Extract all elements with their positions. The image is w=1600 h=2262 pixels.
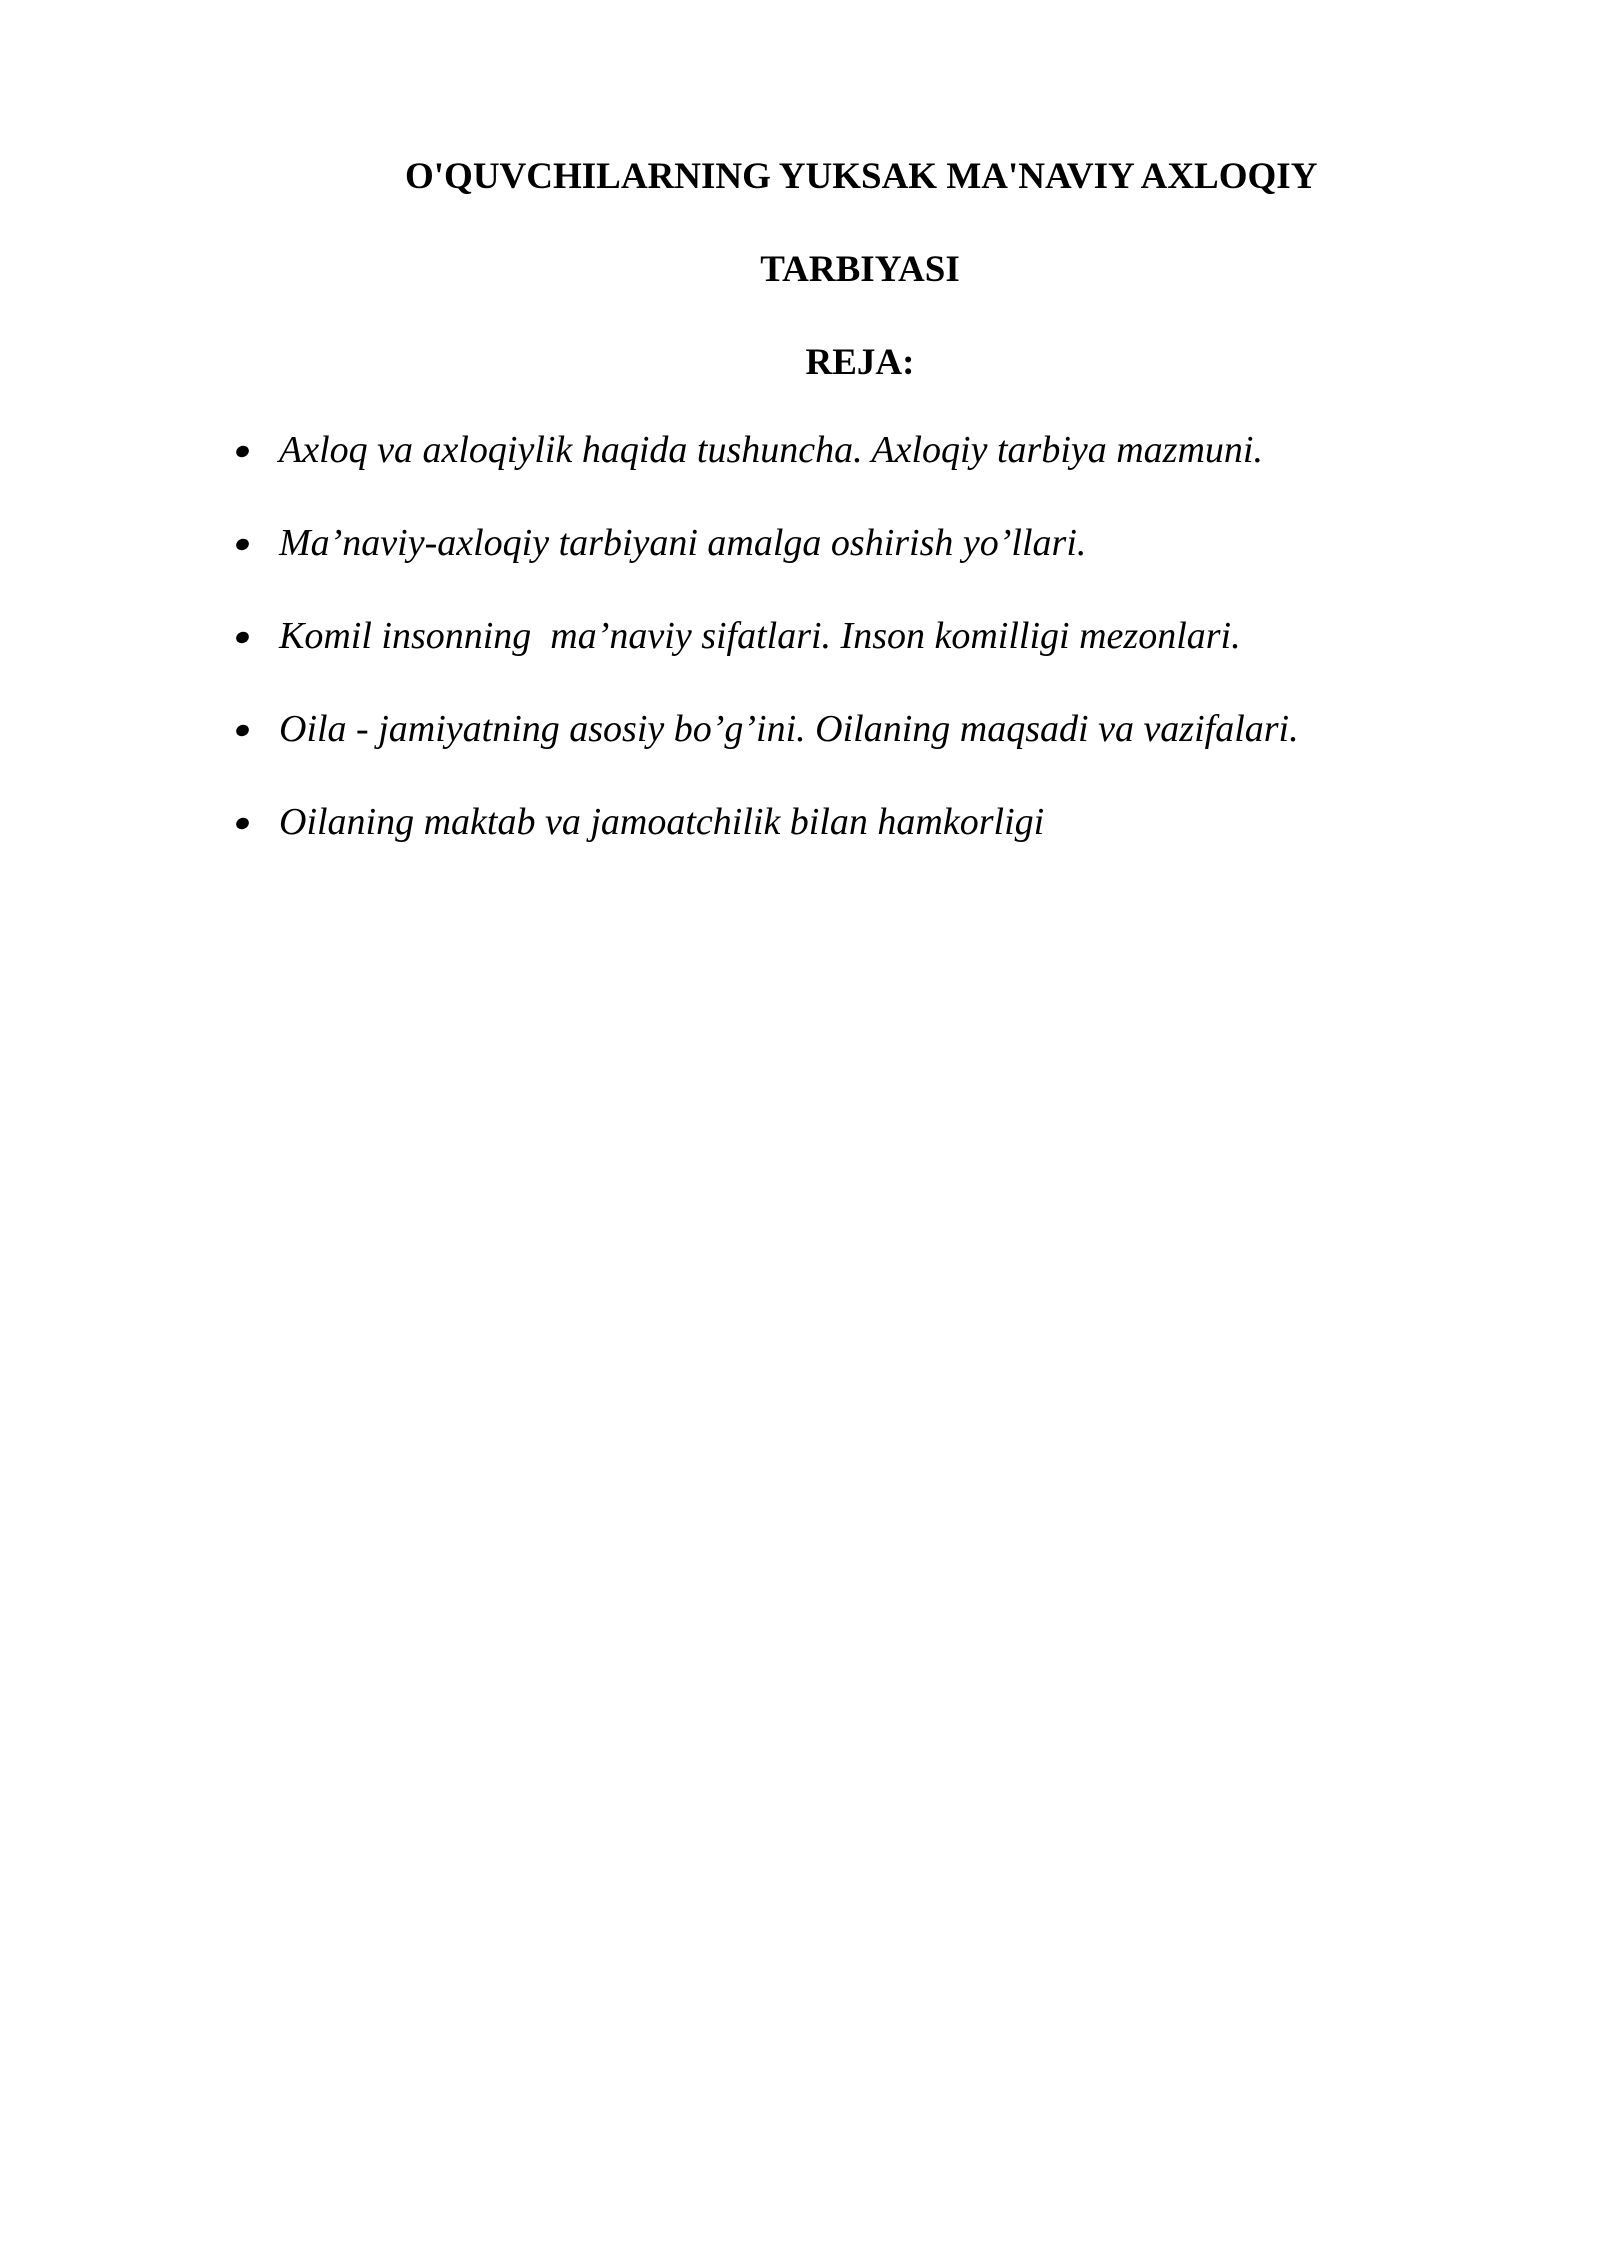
bullet-icon bbox=[234, 444, 250, 459]
document-title-line-1: O'QUVCHILARNING YUKSAK MA'NAVIY AXLOQIY bbox=[405, 156, 1318, 197]
document-title-line-2: TARBIYASI bbox=[760, 249, 960, 290]
bullet-icon bbox=[234, 630, 250, 645]
bullet-icon bbox=[234, 816, 250, 831]
bullet-icon bbox=[234, 537, 250, 552]
plan-item-text: Oilaning maktab va jamoatchilik bilan hamkorligi bbox=[279, 801, 1045, 843]
plan-item-text: Ma’naviy-axloqiy tarbiyani amalga oshirish yo’llari. bbox=[279, 522, 1087, 564]
plan-item-text: Komil insonning ma’naviy sifatlari. Inson komilligi mezonlari. bbox=[279, 615, 1241, 657]
plan-item-text: Oila - jamiyatning asosiy bo’g’ini. Oilaning maqsadi va vazifalari. bbox=[279, 708, 1299, 750]
plan-item-text: Axloq va axloqiylik haqida tushuncha. Axloqiy tarbiya mazmuni. bbox=[279, 429, 1263, 471]
plan-heading: REJA: bbox=[805, 342, 915, 383]
bullet-icon bbox=[234, 723, 250, 738]
